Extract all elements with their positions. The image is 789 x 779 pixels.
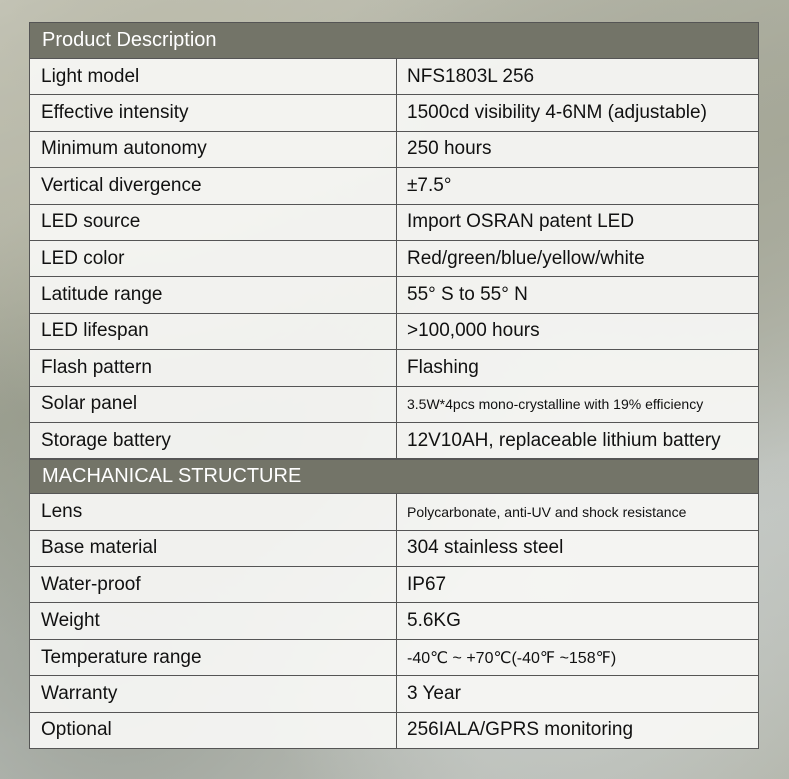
spec-label: Solar panel (30, 387, 397, 422)
spec-row-solar-panel (29, 387, 759, 423)
spec-row-lens (29, 494, 759, 530)
spec-value: 3 Year (407, 682, 461, 704)
spec-row-vertical-divergence (29, 168, 759, 204)
spec-value: IP67 (407, 573, 447, 595)
spec-value: ±7.5° (407, 174, 452, 196)
spec-value: 250 hours (407, 138, 492, 160)
spec-label: Lens (30, 494, 397, 529)
spec-row-led-color (29, 241, 759, 277)
spec-value: Red/green/blue/yellow/white (407, 247, 645, 269)
spec-value: Import OSRAN patent LED (407, 211, 635, 233)
spec-label: Effective intensity (30, 95, 397, 130)
spec-value: 55° S to 55° N (407, 284, 528, 306)
spec-label: Water-proof (30, 567, 397, 602)
spec-label: Temperature range (30, 640, 397, 675)
spec-row-base-material (29, 531, 759, 567)
spec-label: Flash pattern (30, 350, 397, 385)
spec-value: 12V10AH, replaceable lithium battery (407, 429, 721, 451)
spec-label: Vertical divergence (30, 168, 397, 203)
spec-row-light-model (29, 59, 759, 95)
spec-label: Storage battery (30, 423, 397, 458)
spec-row-led-lifespan (29, 314, 759, 350)
spec-label: Minimum autonomy (30, 132, 397, 167)
spec-row-warranty (29, 676, 759, 712)
spec-sheet (29, 22, 759, 749)
spec-label: LED color (30, 241, 397, 276)
spec-value: Polycarbonate, anti-UV and shock resistance (407, 503, 687, 520)
spec-value: 1500cd visibility 4-6NM (adjustable) (407, 102, 707, 124)
spec-label: Base material (30, 531, 397, 566)
spec-value: -40℃ ~ +70℃(-40℉ ~158℉) (407, 649, 617, 667)
spec-row-weight (29, 603, 759, 639)
spec-value: 256IALA/GPRS monitoring (407, 719, 634, 741)
spec-row-optional (29, 713, 759, 749)
spec-row-storage-battery (29, 423, 759, 459)
spec-label: Light model (30, 59, 397, 94)
section-header-mechanical-structure (29, 459, 759, 494)
spec-label: Optional (30, 713, 397, 748)
spec-value: Flashing (407, 356, 479, 378)
spec-value: 3.5W*4pcs mono-crystalline with 19% efficiency (407, 396, 704, 413)
section-title: MACHANICAL STRUCTURE (42, 465, 302, 488)
spec-row-latitude-range (29, 277, 759, 313)
spec-label: LED source (30, 205, 397, 240)
spec-row-water-proof (29, 567, 759, 603)
spec-label: LED lifespan (30, 314, 397, 349)
spec-value: 5.6KG (407, 610, 461, 632)
spec-row-minimum-autonomy (29, 132, 759, 168)
spec-label: Weight (30, 603, 397, 638)
section-title: Product Description (42, 29, 217, 51)
section-header-product-description (29, 22, 759, 59)
spec-value: 304 stainless steel (407, 537, 564, 559)
spec-row-effective-intensity (29, 95, 759, 131)
spec-value: NFS1803L 256 (407, 65, 535, 87)
spec-row-temperature-range (29, 640, 759, 676)
spec-value: >100,000 hours (407, 320, 540, 342)
spec-label: Latitude range (30, 277, 397, 312)
spec-row-flash-pattern (29, 350, 759, 386)
spec-label: Warranty (30, 676, 397, 711)
spec-row-led-source (29, 205, 759, 241)
